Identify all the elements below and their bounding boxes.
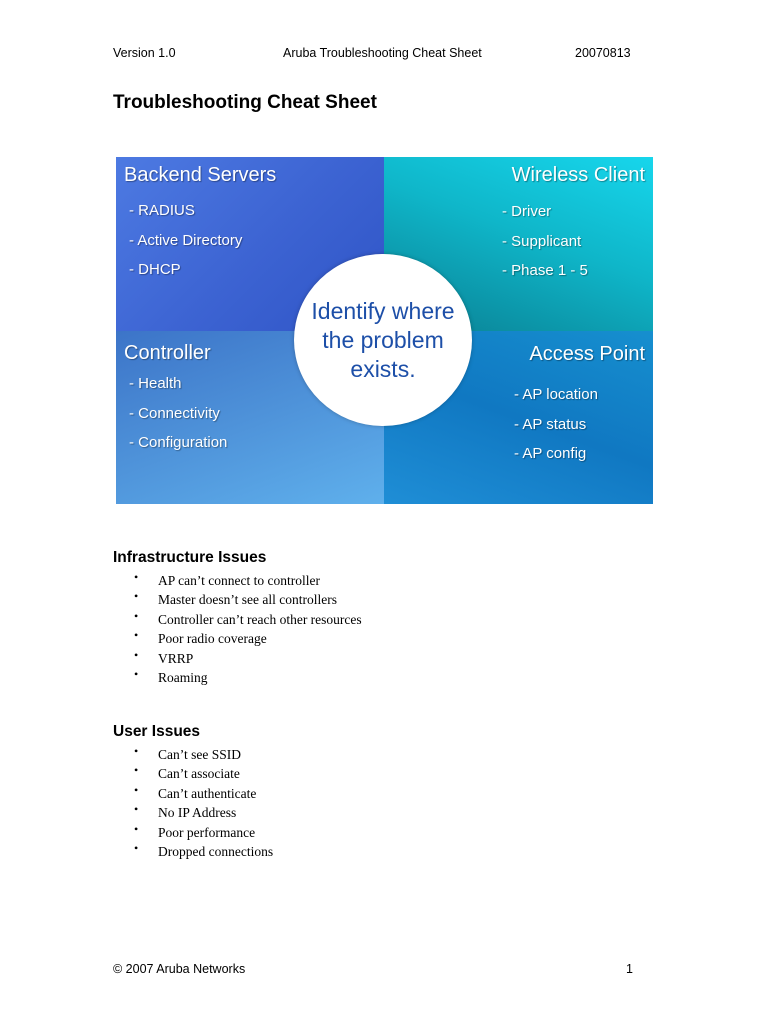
page-title: Troubleshooting Cheat Sheet <box>113 92 377 113</box>
list-item-text: Poor performance <box>158 824 256 840</box>
bullet-icon: • <box>134 763 139 778</box>
backend-servers-list <box>129 201 242 290</box>
header-version: Version 1.0 <box>113 46 176 60</box>
header-doc-title: Aruba Troubleshooting Cheat Sheet <box>283 46 482 60</box>
controller-item: - Health <box>129 375 182 392</box>
controller-title: Controller <box>124 342 211 364</box>
footer-copyright: © 2007 Aruba Networks <box>113 962 246 976</box>
infrastructure-issues-heading: Infrastructure Issues <box>113 549 267 566</box>
list-item <box>134 649 362 668</box>
access-point-item: - AP location <box>514 386 598 403</box>
list-item-text: Can’t associate <box>158 766 240 782</box>
list-item <box>134 745 273 764</box>
backend-item: - DHCP <box>129 261 181 278</box>
list-item <box>134 823 273 842</box>
list-item <box>134 784 273 803</box>
wireless-client-title: Wireless Client <box>511 164 645 186</box>
controller-item: - Connectivity <box>129 404 220 422</box>
list-item <box>134 803 273 822</box>
wireless-item: - Supplicant <box>502 232 582 250</box>
list-item-text: Roaming <box>158 669 208 685</box>
bullet-icon: • <box>134 608 139 623</box>
list-item <box>134 842 273 861</box>
list-item-text: Can’t see SSID <box>158 747 241 762</box>
backend-servers-title: Backend Servers <box>124 164 277 186</box>
center-circle <box>294 254 472 426</box>
bullet-icon: • <box>134 840 139 855</box>
bullet-icon: • <box>134 744 139 758</box>
bullet-icon: • <box>134 589 139 604</box>
user-issues-heading: User Issues <box>113 723 201 740</box>
backend-item: - Active Directory <box>129 231 243 249</box>
bullet-icon: • <box>134 666 139 681</box>
bullet-icon: • <box>134 782 139 797</box>
list-item-text: Dropped connections <box>158 843 274 859</box>
wireless-item: - Driver <box>502 203 552 220</box>
list-item <box>134 610 362 629</box>
list-item <box>134 571 362 590</box>
list-item-text: Can’t authenticate <box>158 785 257 801</box>
list-item <box>134 629 362 648</box>
controller-list <box>129 374 227 463</box>
center-callout-text: Identify where the problem exists. <box>311 297 455 382</box>
wireless-client-list <box>502 202 588 291</box>
backend-item: - RADIUS <box>129 202 195 219</box>
user-issues-list <box>134 745 273 861</box>
bullet-icon: • <box>134 570 139 584</box>
list-item-text: AP can’t connect to controller <box>158 573 320 588</box>
controller-item: - Configuration <box>129 434 228 451</box>
list-item-text: Poor radio coverage <box>158 631 267 647</box>
bullet-icon: • <box>134 802 139 817</box>
access-point-title: Access Point <box>529 343 645 365</box>
list-item <box>134 668 362 687</box>
page-number: 1 <box>626 962 633 976</box>
access-point-list <box>514 385 598 474</box>
troubleshooting-diagram <box>116 157 653 504</box>
list-item <box>134 590 362 609</box>
wireless-item: - Phase 1 - 5 <box>502 262 588 279</box>
list-item-text: No IP Address <box>158 805 237 821</box>
bullet-icon: • <box>134 821 139 836</box>
list-item <box>134 764 273 783</box>
list-item-text: VRRP <box>158 650 194 666</box>
bullet-icon: • <box>134 647 139 662</box>
access-point-item: - AP config <box>514 445 587 462</box>
access-point-item: - AP status <box>514 415 587 433</box>
bullet-icon: • <box>134 628 139 643</box>
list-item-text: Master doesn’t see all controllers <box>158 592 337 608</box>
infrastructure-issues-list <box>134 571 362 687</box>
list-item-text: Controller can’t reach other resources <box>158 611 362 627</box>
header-date: 20070813 <box>575 46 631 60</box>
